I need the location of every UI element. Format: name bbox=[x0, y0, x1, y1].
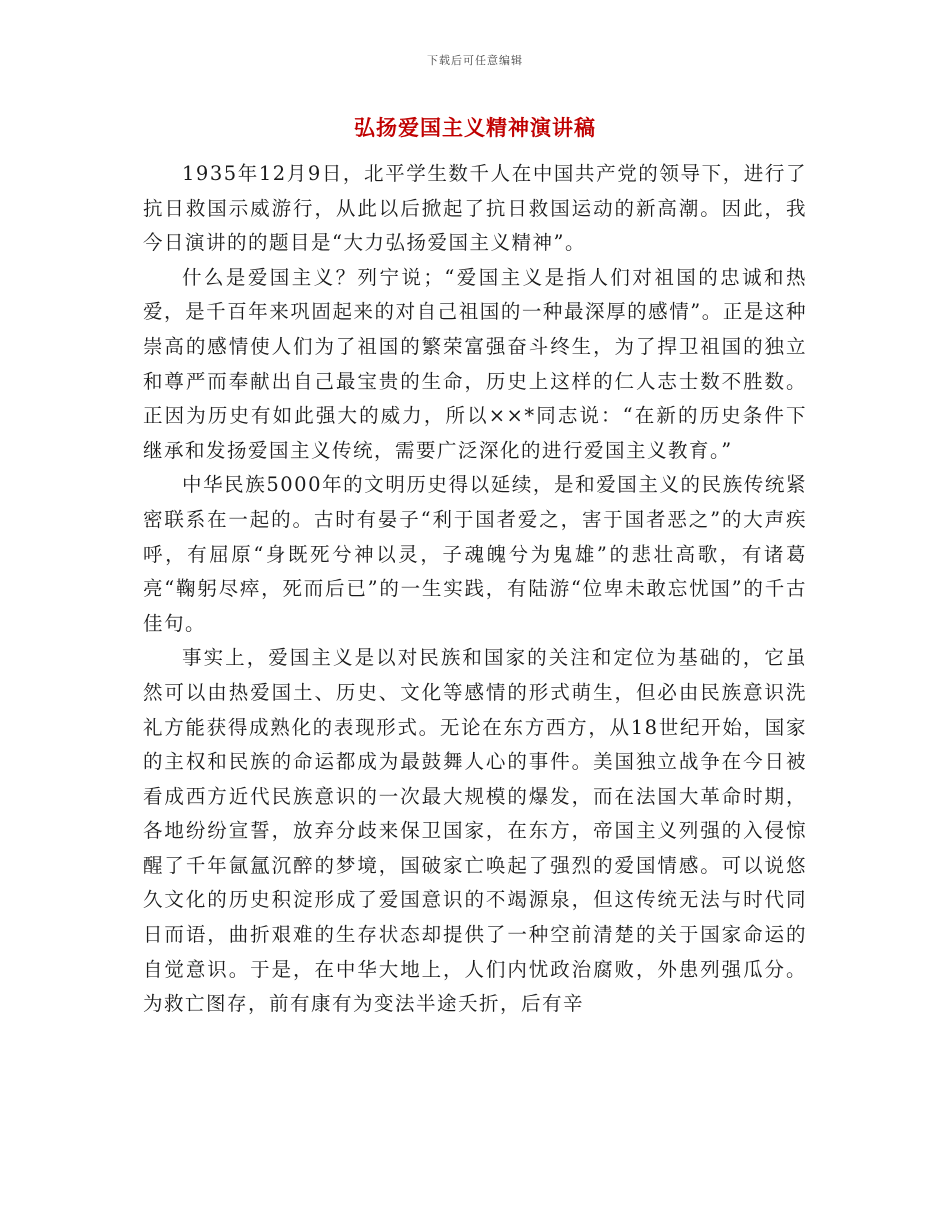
paragraph-2: 什么是爱国主义？列宁说；“爱国主义是指人们对祖国的忠诚和热爱，是千百年来巩固起来的对自己祖国的一种最深厚的感情”。正是这种崇高的感情使人们为了祖国的繁荣富强奋斗终生，为了捍卫祖国的独立和尊严而奉献出自己最宝贵的生命，历史上这样的仁人志士数不胜数。正因为历史有如此强大的威力，所以××*同志说：“在新的历史条件下继承和发扬爱国主义传统，需要广泛深化的进行爱国主义教育。” bbox=[143, 265, 807, 462]
header-note: 下载后可任意编辑 bbox=[427, 54, 523, 67]
document-body bbox=[143, 157, 807, 1022]
paragraph-1: 1935年12月9日，北平学生数千人在中国共产党的领导下，进行了抗日救国示威游行，从此以后掀起了抗日救国运动的新高潮。因此，我今日演讲的的题目是“大力弘扬爱国主义精神”。 bbox=[143, 162, 807, 255]
paragraph-4: 事实上，爱国主义是以对民族和国家的关注和定位为基础的，它虽然可以由热爱国土、历史、文化等感情的形式萌生，但必由民族意识洗礼方能获得成熟化的表现形式。无论在东方西方，从18世纪开始，国家的主权和民族的命运都成为最鼓舞人心的事件。美国独立战争在今日被看成西方近代民族意识的一次最大规模的爆发，而在法国大革命时期，各地纷纷宣誓，放弃分歧来保卫国家，在东方，帝国主义列强的入侵惊醒了千年氤氲沉醉的梦境，国破家亡唤起了强烈的爱国情感。可以说悠久文化的历史积淀形成了爱国意识的不竭源泉，但这传统无法与时代同日而语，曲折艰难的生存状态却提供了一种空前清楚的关于国家命运的自觉意识。于是，在中华大地上，人们内忧政治腐败，外患列强瓜分。为救亡图存，前有康有为变法半途夭折，后有辛 bbox=[143, 646, 807, 1016]
document-title: 弘扬爱国主义精神演讲稿 bbox=[354, 116, 596, 140]
paragraph-3: 中华民族5000年的文明历史得以延续，是和爱国主义的民族传统紧密联系在一起的。古时有晏子“利于国者爱之，害于国者恶之”的大声疾呼，有屈原“身既死兮神以灵，子魂魄兮为鬼雄”的悲壮高歌，有诸葛亮“鞠躬尽瘁，死而后已”的一生实践，有陆游“位卑未敢忘忧国”的千古佳句。 bbox=[143, 473, 807, 635]
